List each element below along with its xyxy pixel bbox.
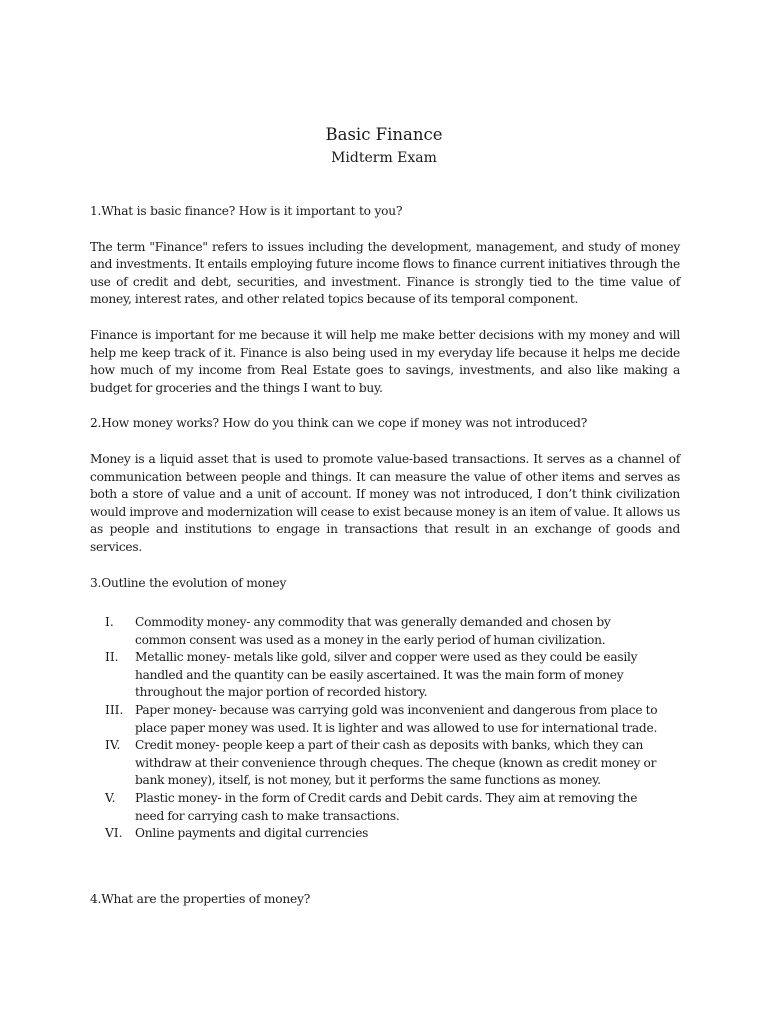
list-item-number: IV. [105,738,121,753]
document-body [90,203,680,908]
question-3: 3.Outline the evolution of money [90,575,287,590]
list-item [90,702,680,737]
document-subtitle: Midterm Exam [331,150,437,166]
list-item-text: Plastic money- in the form of Credit cards and Debit cards. They aim at removing the need for carrying cash to make transactions. [135,791,638,823]
answer-2-paragraph: Money is a liquid asset that is used to promote value-based transactions. It serves as a channel of communication between people and things. It can measure the value of other items and serves as both a store of value and a unit of account. If money was not introduced, I don’t think civilization would improve and modernization will cease to exist because money is an item of value. It allows us as people and institutions to engage in transactions that result in an exchange of goods and services. [90,451,681,554]
list-item-number: VI. [105,826,123,841]
list-item-number: III. [105,703,124,718]
list-item-number: II. [105,650,119,665]
list-item [90,614,680,649]
question-1: 1.What is basic finance? How is it important to you? [90,204,403,218]
list-item-text: Metallic money- metals like gold, silver and copper were used as they could be easily handled and the quantity can be easily ascertained. It was the main form of money throughout the major portion of recorded history. [135,650,638,700]
answer-1-paragraph-1: The term "Finance" refers to issues including the development, management, and study of money and investments. It entails employing future income flows to finance current initiatives through the use of credit and debt, securities, and investment. Finance is strongly tied to the time value of money, interest rates, and other related topics because of its temporal component. [90,239,680,307]
question-2: 2.How money works? How do you think can we cope if money was not introduced? [90,416,588,431]
question-4: 4.What are the properties of money? [90,891,311,906]
list-item [90,790,680,825]
list-item-text: Commodity money- any commodity that was generally demanded and chosen by common consent was used as a money in the early period of human civilization. [135,615,611,647]
list-item [90,825,680,843]
list-item-text: Credit money- people keep a part of their cash as deposits with banks, which they can withdraw at their convenience through cheques. The cheque (known as credit money or bank money), itself, is not money, but it performs the same functions as money. [135,738,657,788]
list-item [90,649,680,702]
list-item-text: Online payments and digital currencies [135,826,369,841]
answer-1-paragraph-2: Finance is important for me because it will help me make better decisions with my money and will help me keep track of it. Finance is also being used in my everyday life because it helps me decide how much of my income from Real Estate goes to savings, investments, and also like making a budget for groceries and the things I want to buy. [90,327,680,395]
list-item-number: V. [105,791,116,806]
evolution-list [90,614,680,843]
list-item-text: Paper money- because was carrying gold was inconvenient and dangerous from place to place paper money was used. It is lighter and was allowed to use for international trade. [135,703,658,735]
list-item-number: I. [105,615,114,630]
document-title: Basic Finance [325,125,443,144]
list-item [90,737,680,790]
